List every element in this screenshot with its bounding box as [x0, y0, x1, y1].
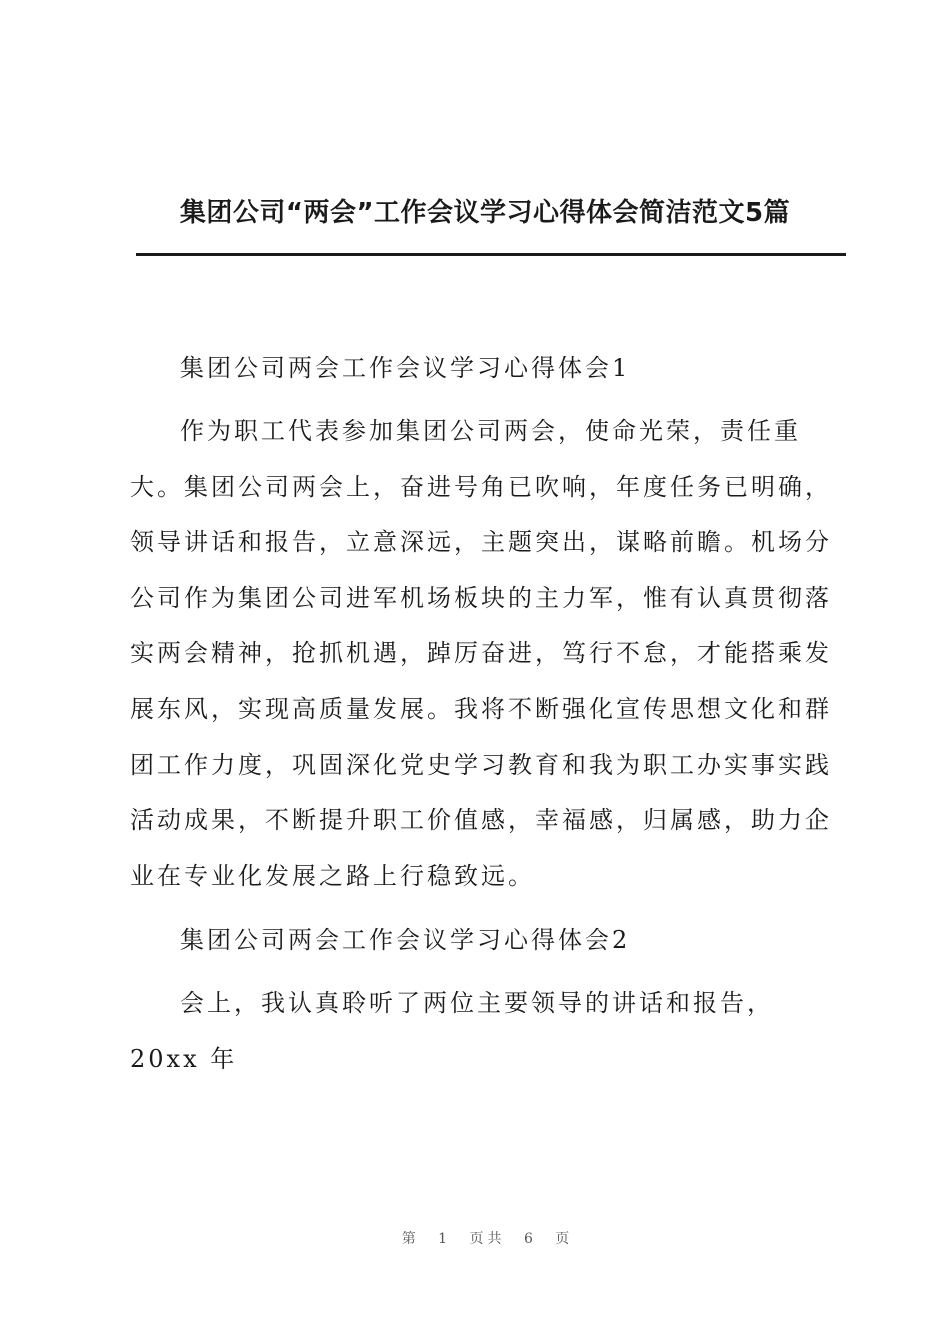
- section-heading-1: 集团公司两会工作会议学习心得体会1: [180, 354, 631, 382]
- title-underline: [136, 253, 846, 256]
- section-paragraph-2: 会上，我认真聆听了两位主要领导的讲话和报告，20xx 年: [130, 989, 774, 1073]
- document-title: 集团公司“两会”工作会议学习心得体会简洁范文5篇: [179, 198, 791, 228]
- page-number-footer: 第 1 页共 6 页: [401, 1231, 574, 1247]
- section-paragraph-1: 作为职工代表参加集团公司两会，使命光荣，责任重大。集团公司两会上，奋进号角已吹响，年度任务已明确，领导讲话和报告，立意深远，主题突出，谋略前瞻。机场分公司作为集团公司进军机场板块的主力军，惟有认真贯彻落实两会精神，抢抓机遇，踔厉奋进，笃行不怠，才能搭乘发展东风，实现高质量发展。我将不断强化宣传思想文化和群团工作力度，巩固深化党史学习教育和我为职工办实事实践活动成果，不断提升职工价值感，幸福感，归属感，助力企业在专业化发展之路上行稳致远。: [130, 417, 832, 890]
- document-body: [130, 341, 842, 1097]
- section-heading-2: 集团公司两会工作会议学习心得体会2: [180, 926, 631, 955]
